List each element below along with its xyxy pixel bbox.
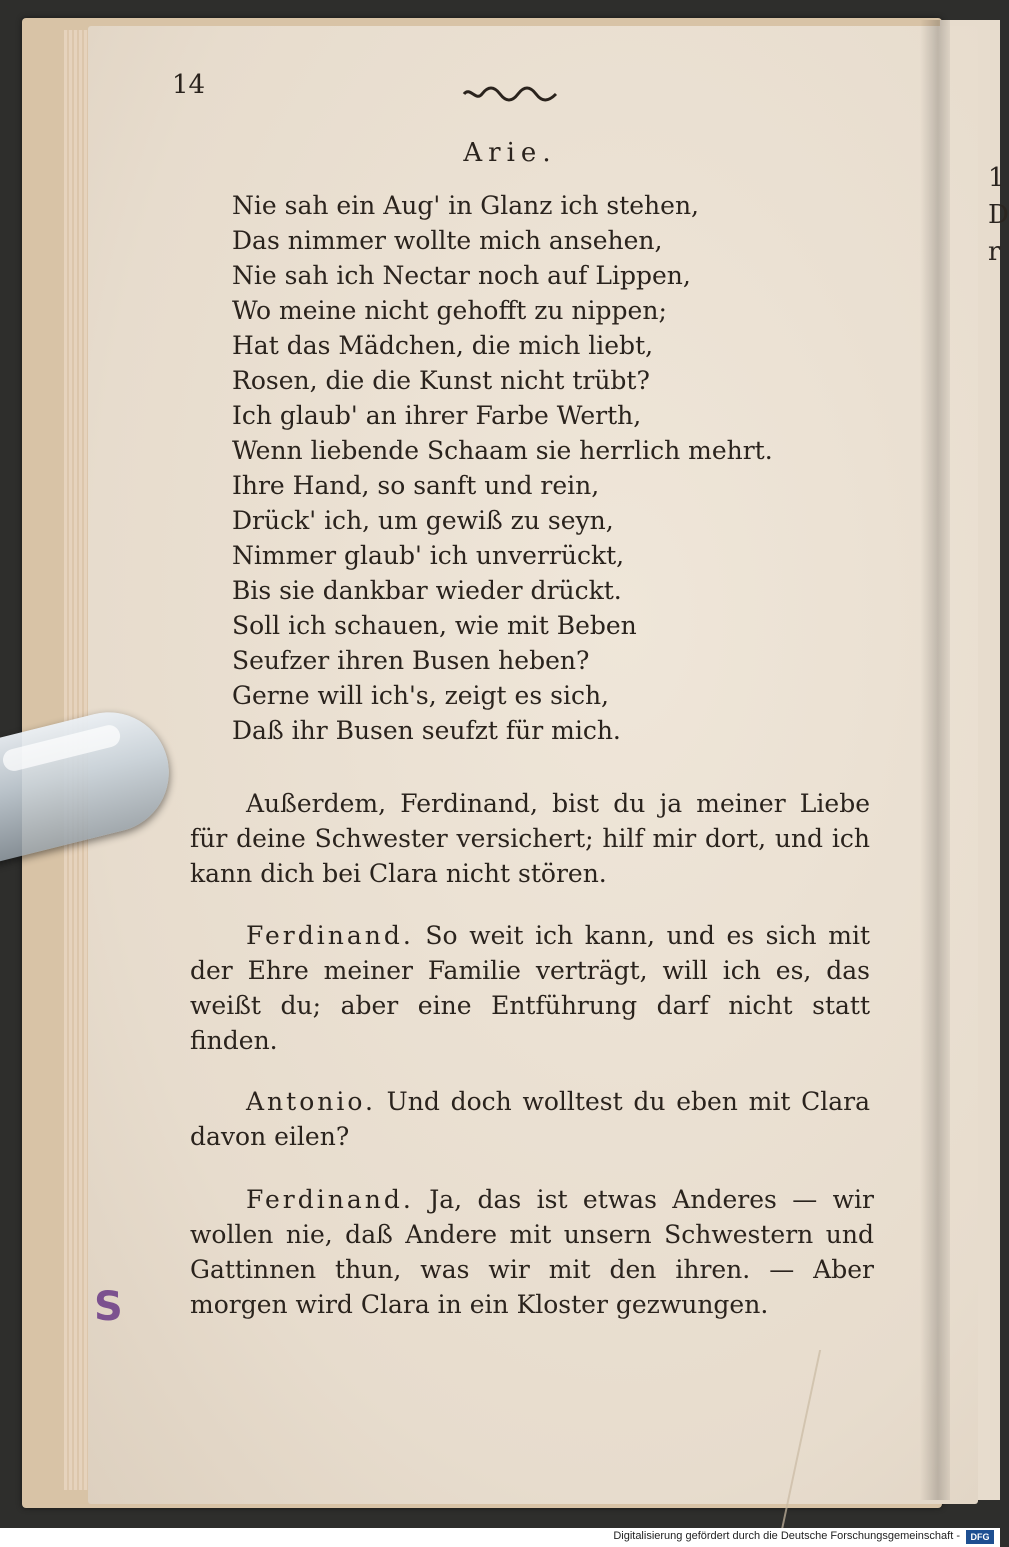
dialogue-paragraph [190, 1182, 874, 1322]
verse-line: Wenn liebende Schaam sie herrlich mehrt. [232, 436, 773, 465]
speaker-name: Ferdinand. [246, 1185, 414, 1214]
ornament-rule-icon [462, 84, 558, 104]
verse-line: Soll ich schauen, wie mit Beben [232, 611, 637, 640]
aria-heading: Arie. [463, 138, 557, 168]
dialogue-paragraph [190, 918, 870, 1058]
verse-line: Nie sah ich Nectar noch auf Lippen, [232, 261, 691, 290]
dfg-logo-icon: DFG [966, 1530, 994, 1544]
speaker-name: Ferdinand. [246, 921, 414, 950]
aria-verses [232, 188, 773, 748]
verse-line: Ihre Hand, so sanft und rein, [232, 471, 600, 500]
dialogue-paragraph [190, 1084, 870, 1154]
verse-line: Das nimmer wollte mich ansehen, [232, 226, 663, 255]
digitization-credit: Digitalisierung gefördert durch die Deutsche Forschungsgemeinschaft - [613, 1530, 960, 1542]
verse-line: Nimmer glaub' ich unverrückt, [232, 541, 625, 570]
verse-line: Seufzer ihren Busen heben? [232, 646, 590, 675]
verse-line: Rosen, die die Kunst nicht trübt? [232, 366, 650, 395]
dialogue-paragraph [190, 786, 870, 891]
dialogue-text: Ja, das ist etwas Anderes — wir wollen nie, daß Andere mit unsern Schwestern und Gattinnen thun, was wir mit den ihren. — Aber morgen wird Clara in ein Kloster gezwungen. [190, 1185, 875, 1319]
dialogue-text: Außerdem, Ferdinand, bist du ja meiner Liebe für deine Schwester versichert; hilf mir dort, und ich kann dich bei Clara nicht stören. [190, 789, 870, 888]
dialogue-text: Und doch wolltest du eben mit Clara davon eilen? [190, 1087, 871, 1151]
speaker-name: Antonio. [246, 1087, 376, 1116]
verse-line: Ich glaub' an ihrer Farbe Werth, [232, 401, 642, 430]
gutter-shadow [920, 20, 950, 1500]
clip-highlight [1, 723, 123, 773]
verse-line: Gerne will ich's, zeigt es sich, [232, 681, 609, 710]
verse-line: Wo meine nicht gehofft zu nippen; [232, 296, 667, 325]
verse-line: Drück' ich, um gewiß zu seyn, [232, 506, 614, 535]
library-stamp: S [94, 1284, 123, 1330]
facing-page-text: 1 D r [988, 163, 1009, 267]
dialogue-text: So weit ich kann, und es sich mit der Ehre meiner Familie verträgt, will ich es, das weißt du; aber eine Entführung darf nicht statt finden. [190, 921, 870, 1055]
verse-line: Hat das Mädchen, die mich liebt, [232, 331, 654, 360]
verse-line: Bis sie dankbar wieder drückt. [232, 576, 622, 605]
verse-line: Nie sah ein Aug' in Glanz ich stehen, [232, 191, 700, 220]
page-number: 14 [172, 70, 206, 100]
verse-line: Daß ihr Busen seufzt für mich. [232, 716, 621, 745]
